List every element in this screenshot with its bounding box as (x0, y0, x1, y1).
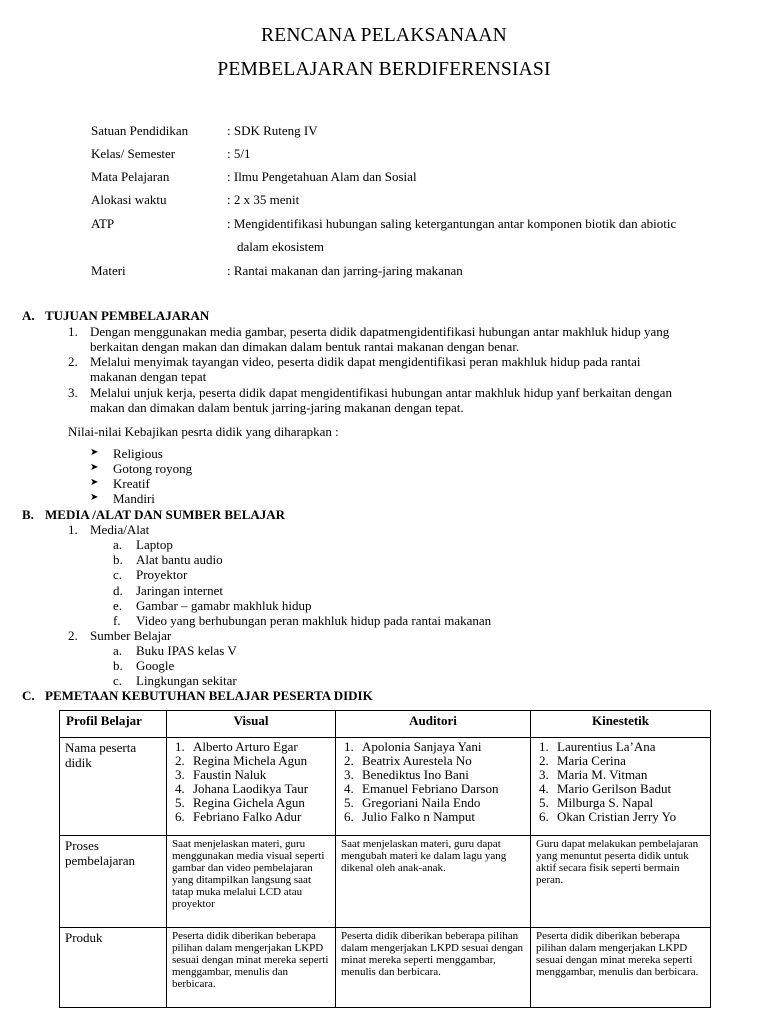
item-number: 2. (68, 628, 78, 643)
column-header: Auditori (336, 711, 531, 738)
item-text: Gambar – gamabr makhluk hidup (136, 598, 312, 613)
item-text-line: makanan dengan tepat (90, 369, 207, 384)
item-letter: e. (113, 598, 123, 613)
list-item: 5. Gregoriani Naila Endo (344, 795, 481, 810)
list-item: 5. Milburga S. Napal (539, 795, 654, 810)
table-row (60, 738, 711, 836)
item-letter: a. (113, 537, 123, 552)
section-title: PEMETAAN KEBUTUHAN BELAJAR PESERTA DIDIK (45, 688, 373, 703)
section-a-heading (22, 308, 209, 323)
item-text: Jaringan internet (136, 583, 223, 598)
list-item: 3. Faustin Naluk (175, 767, 267, 782)
item-text: Laptop (136, 537, 173, 552)
identity-value: : 5/1 (227, 146, 251, 161)
list-item: 1. Laurentius La’Ana (539, 739, 656, 754)
name-list (341, 740, 525, 824)
table-cell: Peserta didik diberikan beberapa pilihan dalam mengerjakan LKPD sesuai dengan minat mereka seperti menggambar, menulis dan berbicara. (531, 928, 711, 1008)
value-text: Religious (113, 446, 163, 461)
item-text: Alat bantu audio (136, 552, 223, 567)
name-list (172, 740, 330, 824)
item-text-line: makan dan dimakan dalam bentuk jarring-jaring makanan dengan tepat. (90, 400, 464, 415)
section-title: TUJUAN PEMBELAJARAN (45, 308, 210, 323)
identity-label: Materi (91, 263, 126, 278)
value-text: Mandiri (113, 491, 155, 506)
item-number: 1. (68, 522, 78, 537)
kinestetik-names-cell (531, 738, 711, 836)
list-item: 3. Maria M. Vitman (539, 767, 648, 782)
values-intro: Nilai-nilai Kebajikan pesrta didik yang diharapkan : (68, 424, 339, 439)
list-item: 6. Okan Cristian Jerry Yo (539, 809, 677, 824)
item-text-line: Media/Alat (90, 522, 150, 537)
list-item: 1. Apolonia Sanjaya Yani (344, 739, 482, 754)
item-letter: c. (113, 567, 123, 582)
item-letter: b. (113, 658, 123, 673)
section-letter: A. (22, 308, 35, 323)
identity-value-continued: dalam ekosistem (237, 239, 325, 254)
document-title-line-2: PEMBELAJARAN BERDIFERENSIASI (217, 59, 551, 80)
item-letter: c. (113, 673, 123, 688)
list-item: 4. Emanuel Febriano Darson (344, 781, 499, 796)
item-text: Lingkungan sekitar (136, 673, 237, 688)
identity-value: : Mengidentifikasi hubungan saling ketergantungan antar komponen biotik dan abiotic (227, 216, 677, 231)
identity-label: Kelas/ Semester (91, 146, 176, 161)
column-header: Kinestetik (531, 711, 711, 738)
identity-label: Alokasi waktu (91, 192, 167, 207)
arrow-bullet-icon: ➤ (90, 492, 99, 503)
identity-value: : SDK Ruteng IV (227, 123, 318, 138)
value-text: Gotong royong (113, 461, 193, 476)
list-item: 1. Alberto Arturo Egar (175, 739, 298, 754)
item-text-line: berkaitan dengan makan dan dimakan dalam bentuk rantai makanan dengan benar. (90, 339, 520, 354)
table-cell: Saat menjelaskan materi, guru dapat mengubah materi ke dalam lagu yang dikenal oleh anak-anak. (336, 836, 531, 928)
item-letter: b. (113, 552, 123, 567)
item-text-line: Sumber Belajar (90, 628, 172, 643)
table-cell: Saat menjelaskan materi, guru menggunakan media visual seperti gambar dan video pembelajaran yang ditampilkan langsung saat tatap muka melalui LCD atau proyektor (167, 836, 336, 928)
list-item: 6. Julio Falko n Namput (344, 809, 476, 824)
item-text-line: Melalui unjuk kerja, peserta didik dapat mengidentifikasi hubungan antar makhluk hidup yanf berkaitan dengan (90, 385, 672, 400)
identity-label: Satuan Pendidikan (91, 123, 189, 138)
row-label: Produk (60, 928, 167, 1008)
list-item: 2. Maria Cerina (539, 753, 626, 768)
list-item: 4. Johana Laodikya Taur (175, 781, 309, 796)
table-row (60, 928, 711, 1008)
identity-label: Mata Pelajaran (91, 169, 170, 184)
identity-row-atp-cont (91, 239, 768, 255)
list-item: 5. Regina Gichela Agun (175, 795, 305, 810)
item-letter: a. (113, 643, 123, 658)
learning-needs-table (59, 710, 711, 1008)
identity-value: : Ilmu Pengetahuan Alam dan Sosial (227, 169, 417, 184)
list-item: 6. Febriano Falko Adur (175, 809, 302, 824)
table-cell: Peserta didik diberikan beberapa pilihan dalam mengerjakan LKPD sesuai dengan minat mereka seperti menggambar, menulis dan berbicara. (336, 928, 531, 1008)
item-text: Buku IPAS kelas V (136, 643, 237, 658)
item-text-line: Melalui menyimak tayangan video, peserta didik dapat mengidentifikasi peran makhluk hidup pada rantai (90, 354, 641, 369)
item-text: Video yang berhubungan peran makhluk hidup pada rantai makanan (136, 613, 492, 628)
column-header: Visual (167, 711, 336, 738)
identity-row-alokasi (91, 192, 768, 208)
section-c-heading (22, 688, 373, 703)
item-letter: d. (113, 583, 123, 598)
list-item: 3. Benediktus Ino Bani (344, 767, 469, 782)
identity-row-atp (91, 216, 768, 232)
section-title: MEDIA /ALAT DAN SUMBER BELAJAR (45, 507, 286, 522)
identity-row-materi (91, 263, 768, 279)
table-header-row (60, 711, 711, 738)
section-letter: B. (22, 507, 34, 522)
item-number: 3. (68, 385, 78, 400)
identity-value: : 2 x 35 menit (227, 192, 300, 207)
arrow-bullet-icon: ➤ (90, 477, 99, 488)
list-item: 2. Beatrix Aurestela No (344, 753, 472, 768)
document-title-line-1: RENCANA PELAKSANAAN (261, 25, 507, 46)
identity-value: : Rantai makanan dan jarring-jaring makanan (227, 263, 463, 278)
list-item: 4. Mario Gerilson Badut (539, 781, 672, 796)
arrow-bullet-icon: ➤ (90, 447, 99, 458)
visual-names-cell (167, 738, 336, 836)
item-letter: f. (113, 613, 121, 628)
list-item: 2. Regina Michela Agun (175, 753, 308, 768)
identity-row-kelas (91, 146, 768, 162)
value-text: Kreatif (113, 476, 150, 491)
table-row (60, 836, 711, 928)
section-b-heading (22, 507, 285, 522)
identity-row-satuan (91, 123, 768, 139)
row-label: Proses pembelajaran (60, 836, 167, 928)
table-cell: Peserta didik diberikan beberapa pilihan dalam mengerjakan LKPD sesuai dengan minat mereka seperti menggambar, menulis dan berbicara. (167, 928, 336, 1008)
item-text-line: Dengan menggunakan media gambar, peserta didik dapatmengidentifikasi hubungan antar makhluk hidup yang (90, 324, 670, 339)
item-number: 1. (68, 324, 78, 339)
name-list (536, 740, 705, 824)
item-text: Google (136, 658, 175, 673)
identity-label: ATP (91, 216, 115, 231)
item-text: Proyektor (136, 567, 188, 582)
item-number: 2. (68, 354, 78, 369)
table-cell: Guru dapat melakukan pembelajaran yang menuntut peserta didik untuk aktif secara fisik seperti bermain peran. (531, 836, 711, 928)
identity-row-mapel (91, 169, 768, 185)
auditori-names-cell (336, 738, 531, 836)
arrow-bullet-icon: ➤ (90, 462, 99, 473)
column-header: Profil Belajar (60, 711, 167, 738)
section-letter: C. (22, 688, 35, 703)
row-label: Nama peserta didik (60, 738, 167, 836)
